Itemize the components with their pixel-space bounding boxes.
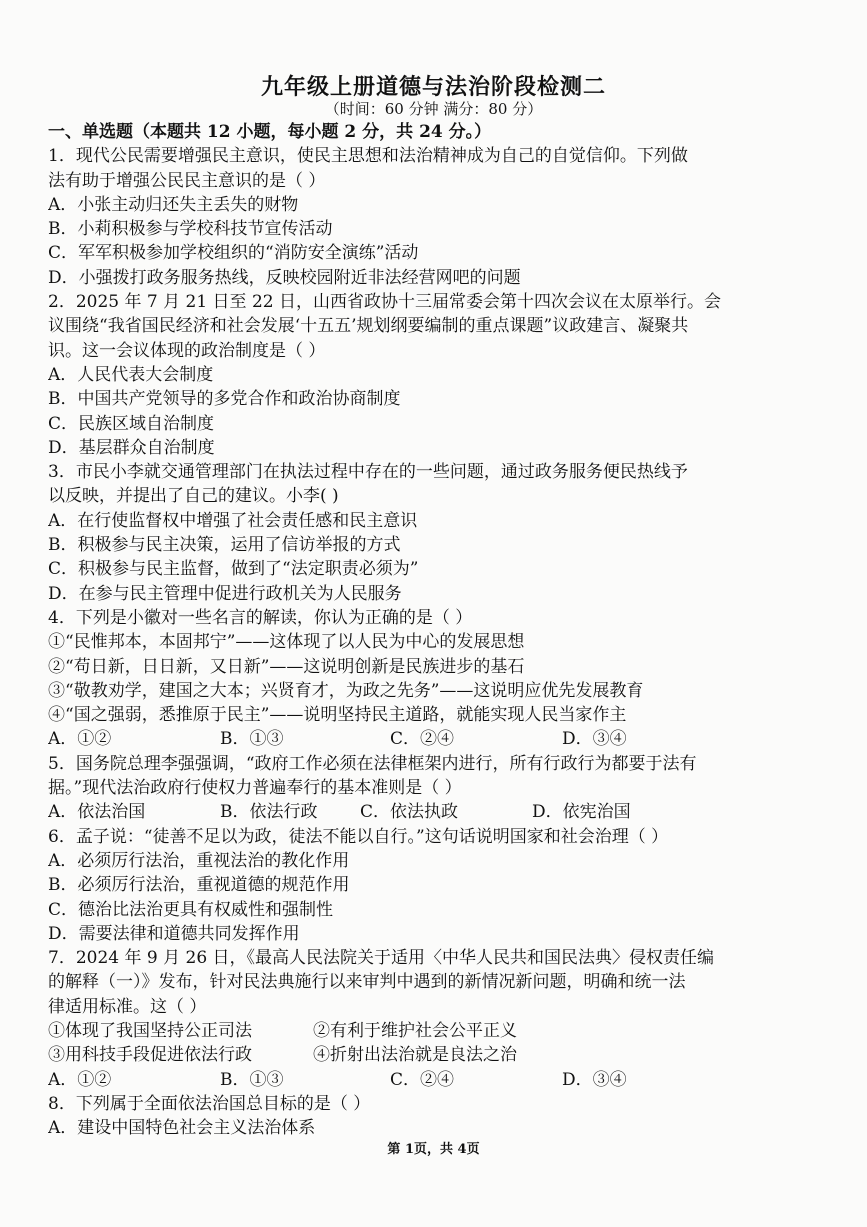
question-6-stem-line: 6．孟子说：“徒善不足以为政，徒法不能以自行。”这句话说明国家和社会治理（ ） <box>48 826 669 847</box>
question-7-statement-4: ④折射出法治就是良法之治 <box>313 1045 517 1066</box>
question-8-option-a: A．建设中国特色社会主义法治体系 <box>48 1118 316 1139</box>
question-4-stem-line: 4．下列是小徽对一些名言的解读，你认为正确的是（ ） <box>48 607 473 628</box>
question-7-statement-3: ③用科技手段促进依法行政 <box>48 1045 252 1066</box>
question-7-option-a: A．①② <box>48 1069 112 1090</box>
question-7-option-b: B．①③ <box>220 1069 284 1090</box>
question-4-statement-1: ①“民惟邦本，本固邦宁”——这体现了以人民为中心的发展思想 <box>48 632 525 653</box>
question-2-option-c: C．民族区域自治制度 <box>48 413 215 434</box>
question-1-option-d: D．小强拨打政务服务热线，反映校园附近非法经营网吧的问题 <box>48 267 521 288</box>
question-2-stem-line: 议围绕“我省国民经济和社会发展‘十五五’规划纲要编制的重点课题”议政建言、凝聚共 <box>48 316 689 337</box>
question-5-options <box>48 800 838 824</box>
question-5-option-a: A．依法治国 <box>48 802 146 823</box>
question-4-option-d: D．③④ <box>562 729 627 750</box>
question-2-stem-line: 识。这一会议体现的政治制度是（ ） <box>48 340 326 361</box>
question-1-option-b: B．小莉积极参与学校科技节宣传活动 <box>48 219 333 240</box>
question-2-option-b: B．中国共产党领导的多党合作和政治协商制度 <box>48 389 401 410</box>
question-3-option-b: B．积极参与民主决策，运用了信访举报的方式 <box>48 535 401 556</box>
question-5-stem-line: 5．国务院总理李强强调，“政府工作必须在法律框架内进行，所有行政行为都要于法有 <box>48 753 697 774</box>
question-7-statements-row <box>48 1043 838 1067</box>
question-5-stem-line: 据。”现代法治政府行使权力普遍奉行的基本准则是（ ） <box>48 778 462 799</box>
question-7-statement-1: ①体现了我国坚持公正司法 <box>48 1020 252 1041</box>
question-5-option-c: C．依法执政 <box>360 802 459 823</box>
question-6-option-b: B．必须厉行法治，重视道德的规范作用 <box>48 875 350 896</box>
question-4-statement-2: ②“苟日新，日日新，又日新”——这说明创新是民族进步的基石 <box>48 656 525 677</box>
question-3-option-d: D．在参与民主管理中促进行政机关为人民服务 <box>48 583 402 604</box>
question-1-stem-line: 1．现代公民需要增强民主意识，使民主思想和法治精神成为自己的自觉信仰。下列做 <box>48 146 688 167</box>
question-7-stem-line: 的解释（一）》发布，针对民法典施行以来审判中遇到的新情况新问题，明确和统一法 <box>48 972 686 993</box>
question-1-option-c: C．军军积极参加学校组织的“消防安全演练”活动 <box>48 243 419 264</box>
question-5-option-d: D．依宪治国 <box>532 802 631 823</box>
question-1-option-a: A．小张主动归还失主丢失的财物 <box>48 194 299 215</box>
question-8-stem-line: 8．下列属于全面依法治国总目标的是（ ） <box>48 1093 371 1114</box>
question-6-option-a: A．必须厉行法治，重视法治的教化作用 <box>48 850 350 871</box>
question-7-options <box>48 1068 838 1092</box>
question-6-option-c: C．德治比法治更具有权威性和强制性 <box>48 899 334 920</box>
page-title: 九年级上册道德与法治阶段检测二 <box>260 74 606 100</box>
question-5-option-b: B．依法行政 <box>220 802 318 823</box>
question-7-option-d: D．③④ <box>562 1069 627 1090</box>
question-7-statements-row <box>48 1019 838 1043</box>
question-4-options <box>48 727 838 751</box>
question-1-stem-line: 法有助于增强公民民主意识的是（ ） <box>48 170 326 191</box>
question-2-stem-line: 2．2025 年 7 月 21 日至 22 日，山西省政协十三届常委会第十四次会议在太原举行。会 <box>48 292 721 313</box>
question-4-statement-3: ③“敬教劝学，建国之大本；兴贤育才，为政之先务”——这说明应优先发展教育 <box>48 680 644 701</box>
question-7-stem-line: 7．2024 年 9 月 26 日，《最高人民法院关于适用〈中华人民共和国民法典〉侵权责任编 <box>48 948 715 969</box>
question-4-option-c: C．②④ <box>390 729 455 750</box>
question-3-option-a: A．在行使监督权中增强了社会责任感和民主意识 <box>48 510 418 531</box>
question-2-option-a: A．人民代表大会制度 <box>48 364 214 385</box>
question-3-stem-line: 3．市民小李就交通管理部门在执法过程中存在的一些问题，通过政务服务便民热线予 <box>48 462 688 483</box>
question-3-option-c: C．积极参与民主监督，做到了“法定职责必须为” <box>48 559 419 580</box>
page-number: 第 1页，共 4页 <box>387 1142 480 1157</box>
question-4-statement-4: ④“国之强弱，悉推原于民主”——说明坚持民主道路，就能实现人民当家作主 <box>48 705 627 726</box>
question-7-option-c: C．②④ <box>390 1069 455 1090</box>
question-6-option-d: D．需要法律和道德共同发挥作用 <box>48 923 300 944</box>
question-2-option-d: D．基层群众自治制度 <box>48 437 215 458</box>
question-7-statement-2: ②有利于维护社会公平正义 <box>313 1020 517 1041</box>
question-3-stem-line: 以反映，并提出了自己的建议。小李( ) <box>48 486 339 507</box>
exam-info: （时间：60 分钟 满分：80 分） <box>324 100 543 118</box>
section-heading: 一、单选题（本题共 12 小题，每小题 2 分，共 24 分。） <box>48 122 492 142</box>
question-4-option-b: B．①③ <box>220 729 284 750</box>
question-4-option-a: A．①② <box>48 729 112 750</box>
question-7-stem-line: 律适用标准。这（ ） <box>48 996 207 1017</box>
question-list <box>48 120 838 1140</box>
